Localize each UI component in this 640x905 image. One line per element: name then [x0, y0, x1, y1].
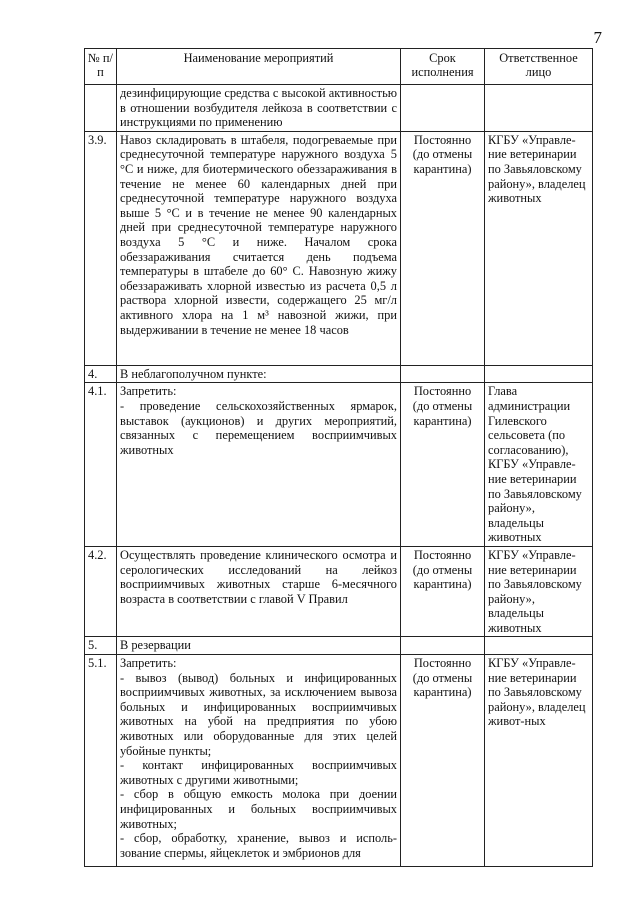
measures-table [84, 48, 593, 867]
row-responsible: КГБУ «Управле-ние ветеринарии по Завьяловскому району», владелец животных [485, 131, 593, 365]
row-num: 5.1. [85, 655, 117, 867]
row-term: Постоянно (до отмены карантина) [401, 383, 485, 547]
row-measure: Навоз складировать в штабеля, подогреваемые при среднесуточной температуре наружного воздуха 5 °С и ниже, для биотермического обеззараживания в течение не менее 60 календарных дней при среднесуточной температуре наружного воздуха выше 5 °С и в течение не менее 90 календарных дней при среднесуточной температуре наружного воздуха 5 °С и ниже. Началом срока обеззараживания считается день подъема температуры в штабеле до 60° С. Навозную жижу обеззараживать хлорной известью из расчета 0,5 л раствора хлорной извести, содержащего 25 мг/л активного хлора на 1 м³ навозной жижи, при выдерживании в течение не менее 18 часов [117, 131, 401, 365]
header-responsible: Ответственное лицо [485, 49, 593, 85]
row-responsible: КГБУ «Управле-ние ветеринарии по Завьяловскому району», владельцы животных [485, 546, 593, 637]
table-row [85, 655, 593, 867]
row-responsible: Глава администрации Гилевского сельсовета (по согласованию), КГБУ «Управле-ние ветеринарии по Завьяловскому району», владельцы животных [485, 383, 593, 547]
header-term: Срок исполнения [401, 49, 485, 85]
row-term [401, 85, 485, 132]
page-number: 7 [593, 28, 602, 47]
row-term: Постоянно (до отмены карантина) [401, 655, 485, 867]
table-row [85, 637, 593, 655]
row-term: Постоянно (до отмены карантина) [401, 131, 485, 365]
table-header-row [85, 49, 593, 85]
row-measure: В неблагополучном пункте: [117, 365, 401, 383]
row-measure: дезинфицирующие средства с высокой активностью в отношении возбудителя лейкоза в соответствии с инструкциями по применению [117, 85, 401, 132]
row-term: Постоянно (до отмены карантина) [401, 546, 485, 637]
row-responsible: КГБУ «Управле-ние ветеринарии по Завьяловскому району», владелец живот-ных [485, 655, 593, 867]
header-name: Наименование мероприятий [117, 49, 401, 85]
row-num [85, 85, 117, 132]
table-row [85, 546, 593, 637]
row-num: 4. [85, 365, 117, 383]
row-responsible [485, 365, 593, 383]
header-num: № п/п [85, 49, 117, 85]
row-measure: Осуществлять проведение клинического осмотра и серологических исследований на лейкоз восприимчивых животных старше 6-месячного возраста в соответствии с главой V Правил [117, 546, 401, 637]
row-measure: В резервации [117, 637, 401, 655]
table-body [85, 85, 593, 867]
row-measure: Запретить: - проведение сельскохозяйственных ярмарок, выставок (аукционов) и других мероприятий, связанных с перемещением восприимчивых животных [117, 383, 401, 547]
row-num: 4.2. [85, 546, 117, 637]
row-responsible [485, 85, 593, 132]
table-row [85, 383, 593, 547]
row-term [401, 637, 485, 655]
table-row [85, 85, 593, 132]
row-term [401, 365, 485, 383]
row-responsible [485, 637, 593, 655]
row-num: 4.1. [85, 383, 117, 547]
row-num: 3.9. [85, 131, 117, 365]
row-num: 5. [85, 637, 117, 655]
table-row [85, 131, 593, 365]
row-measure: Запретить: - вывоз (вывод) больных и инфицированных восприимчивых животных, за исключением вывоза больных и инфицированных восприимчивых животных на убой на предприятия по убою животных или оборудованные для этих целей убойные пункты; - контакт инфицированных восприимчивых животных с другими животными; - сбор в общую емкость молока при доении инфицированных и больных восприимчивых животных; - сбор, обработку, хранение, вывоз и исполь-зование спермы, яйцеклеток и эмбрионов для [117, 655, 401, 867]
table-row [85, 365, 593, 383]
